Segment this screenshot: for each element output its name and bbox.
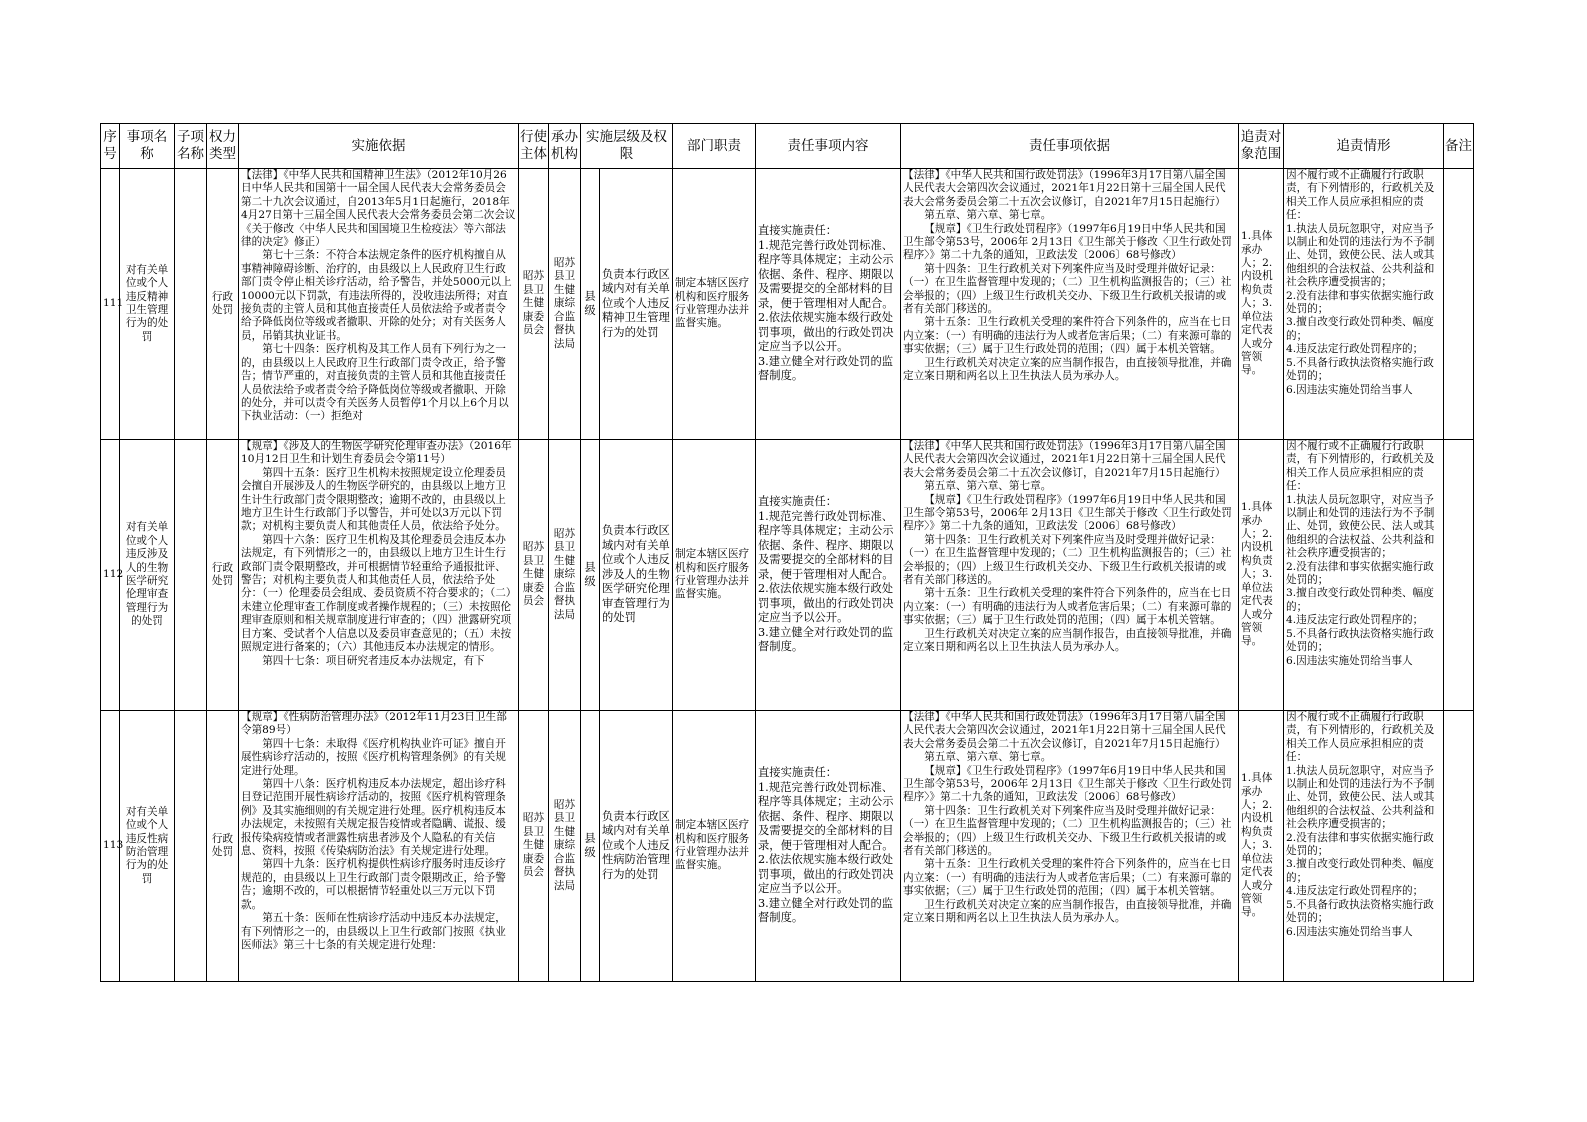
header-type: 权力类型 [207,124,239,169]
table-row [101,169,1474,440]
department-duty: 制定本辖区医疗机构和医疗服务行业管理办法并监督实施。 [675,819,750,872]
implementation-basis-paragraph: 【规章】《性病防治管理办法》（2012年11月23日卫生部令第89号） [241,711,507,737]
power-type: 行政处罚 [211,561,234,587]
level-scope-cell [581,440,673,711]
responsibility-content-line: 1.规范完善行政处罚标准、程序等具体规定；主动公示依据、条件、程序、期限以及需要提交的全部材料的目录，便于管理相对人配合。 [758,509,894,581]
responsibility-content-line: 2.依法依规实施本级行政处罚事项，做出的行政处罚决定应当予以公开。 [758,853,894,896]
responsibility-evidence-paragraph: 【规章】《卫生行政处罚程序》（1997年6月19日中华人民共和国卫生部令第53号，2006年 2月13日《卫生部关于修改〈卫生行政处罚程序〉》第二十九条的通知，卫政法发〔2006〕68号修改） [903,493,1232,533]
executing-subject-cell [519,169,549,440]
executing-subject-cell [519,711,549,982]
power-list-table [100,123,1474,982]
responsibility-evidence-paragraph: 【法律】《中华人民共和国行政处罚法》（1996年3月17日第八届全国人民代表大会第四次会议通过，2021年1月22日第十三届全国人民代表大会常务委员会第二十五次会议修订，自2021年7月15日起施行） [903,711,1226,750]
header-remark: 备注 [1444,124,1474,169]
accountable-scope: 1.具体承办人；2.内设机构负责人；3.单位法定代表人或分管领导。 [1241,501,1273,648]
implementation-basis-paragraph: 第五十条：医师在性病诊疗活动中违反本办法规定，有下列情形之一的，由县级以上卫生行政部门按照《执业医师法》第三十七条的有关规定进行处理： [241,912,506,951]
circumstance-line: 5.不具备行政执法资格实施行政处罚的； [1286,627,1434,654]
header-accountable: 追责对象范围 [1239,124,1284,169]
implementation-scope: 负责本行政区域内对有关单位或个人违反精神卫生管理行为的处罚 [602,267,670,339]
implementation-basis-cell [239,169,519,440]
circumstance-line: 5.不具备行政执法资格实施行政处罚的； [1286,356,1434,383]
header-level: 实施层级及权限 [581,124,673,169]
responsibility-evidence-cell [901,711,1239,982]
row-number-cell [101,711,124,982]
table-body [101,169,1474,982]
row-number-cell [101,440,124,711]
responsibility-evidence-paragraph: 第五章、第六章、第七章。 [924,480,1052,493]
circumstance-line: 1.执法人员玩忽职守，对应当予以制止和处罚的违法行为不予制止、处罚，致使公民、法人或其他组织的合法权益、公共利益和社会秩序遭受损害的； [1286,493,1435,560]
executing-subject: 昭苏县卫生健康委员会 [522,270,545,337]
circumstance-line: 4.违反法定行政处罚程序的； [1286,343,1424,356]
sub-item-name-cell [175,169,207,440]
responsibility-evidence-paragraph: 第十四条：卫生行政机关对下列案件应当及时受理并做好记录：（一）在卫生监督管理中发现的；（二）卫生机构监测报告的；（三）社会举报的；（四）上级卫生行政机关交办、下级卫生行政机关报请的或者有关部门移送的。 [903,533,1232,587]
responsibility-content-cell [756,711,901,982]
item-name: 对有关单位或个人违反性病防治管理行为的处罚 [125,805,169,885]
header-evidence: 责任事项依据 [901,124,1239,169]
row-number: 111 [103,297,124,310]
responsibility-evidence-cell [901,169,1239,440]
row-number: 112 [103,568,124,581]
circumstance-line: 6.因违法实施处罚给当事人 [1286,383,1413,396]
circumstance-line: 5.不具备行政执法资格实施行政处罚的； [1286,898,1434,925]
accountable-scope-cell [1239,711,1284,982]
circumstance-line: 2.没有法律和事实依据实施行政处罚的； [1286,289,1434,316]
responsibility-evidence-paragraph: 卫生行政机关对决定立案的应当制作报告，由直接领导批准，并确定立案日期和两名以上卫生执法人员为承办人。 [903,627,1232,654]
handling-agency: 昭苏县卫生健康综合监督执法局 [553,799,576,892]
implementation-basis-paragraph: 【法律】《中华人民共和国精神卫生法》（2012年10月26日中华人民共和国第十一届全国人民代表大会常务委员会第二十九次会议通过，自2013年5月1日起施行，2018年4月27日第十三届全国人民代表大会常务委员会第二次会议《关于修改〈中华人民共和国国境卫生检疫法〉等六部法律的决定》修正） [241,169,516,249]
implementation-level: 县级 [584,831,596,859]
responsibility-content-line: 直接实施责任： [758,224,838,238]
responsibility-evidence-paragraph: 第五章、第六章、第七章。 [924,751,1052,764]
responsibility-content-cell [756,440,901,711]
responsibility-content-line: 1.规范完善行政处罚标准、程序等具体规定；主动公示依据、条件、程序、期限以及需要提交的全部材料的目录，便于管理相对人配合。 [758,238,894,310]
power-type-cell [207,169,239,440]
circumstance-line: 因不履行或不正确履行行政职责，有下列情形的，行政机关及相关工作人员应承担相应的责任： [1286,440,1435,493]
implementation-level: 县级 [584,560,596,588]
header-agency: 承办机构 [549,124,581,169]
responsibility-content-line: 1.规范完善行政处罚标准、程序等具体规定；主动公示依据、条件、程序、期限以及需要提交的全部材料的目录，便于管理相对人配合。 [758,780,894,852]
implementation-basis-paragraph: 第七十四条：医疗机构及其工作人员有下列行为之一的，由县级以上人民政府卫生行政部门责令改正，给予警告；情节严重的，对直接负责的主管人员和其他直接责任人员依法给予或者责令给予降低岗位等级或者撤职、开除的处分，并可以责令有关医务人员暂停1个月以上6个月以下执业活动：（一）拒绝对 [241,343,509,423]
circumstance-line: 2.没有法律和事实依据实施行政处罚的； [1286,831,1434,858]
responsibility-evidence-paragraph: 【规章】《卫生行政处罚程序》（1997年6月19日中华人民共和国卫生部令第53号，2006年 2月13日《卫生部关于修改〈卫生行政处罚程序〉》第二十九条的通知，卫政法发〔2006〕68号修改） [903,764,1232,804]
accountability-circumstances-cell [1284,440,1444,711]
responsibility-evidence-paragraph: 【法律】《中华人民共和国行政处罚法》（1996年3月17日第八届全国人民代表大会第四次会议通过，2021年1月22日第十三届全国人民代表大会常务委员会第二十五次会议修订，自2021年7月15日起施行） [903,169,1226,208]
responsibility-evidence-paragraph: 卫生行政机关对决定立案的应当制作报告，由直接领导批准，并确定立案日期和两名以上卫生执法人员为承办人。 [903,356,1232,383]
power-type-cell [207,711,239,982]
header-resp-content: 责任事项内容 [756,124,901,169]
sub-item-name-cell [175,711,207,982]
remark-cell [1444,440,1474,711]
executing-subject: 昭苏县卫生健康委员会 [522,812,545,879]
header-no: 序号 [101,124,120,169]
responsibility-content-line: 2.依法依规实施本级行政处罚事项，做出的行政处罚决定应当予以公开。 [758,582,894,625]
circumstance-line: 4.违反法定行政处罚程序的； [1286,885,1424,898]
responsibility-content-line: 直接实施责任： [758,766,838,780]
circumstance-line: 4.违反法定行政处罚程序的； [1286,614,1424,627]
level-scope-cell [581,169,673,440]
accountability-circumstances-cell [1284,169,1444,440]
responsibility-content-line: 直接实施责任： [758,495,838,509]
handling-agency-cell [549,169,581,440]
responsibility-evidence-paragraph: 卫生行政机关对决定立案的应当制作报告，由直接领导批准，并确定立案日期和两名以上卫生执法人员为承办人。 [903,898,1232,925]
power-type-cell [207,440,239,711]
executing-subject-cell [519,440,549,711]
responsibility-evidence-paragraph: 第十五条：卫生行政机关受理的案件符合下列条件的，应当在七日内立案：（一）有明确的违法行为人或者危害后果；（二）有来源可靠的事实依据；（三）属于卫生行政处罚的范围；（四）属于本机关管辖。 [903,587,1232,627]
implementation-basis-paragraph: 第四十九条：医疗机构提供性病诊疗服务时违反诊疗规范的，由县级以上卫生行政部门责令限期改正，给予警告；逾期不改的，可以根据情节轻重处以三万元以下罚款。 [241,858,506,911]
handling-agency: 昭苏县卫生健康综合监督执法局 [553,528,576,621]
accountable-scope-cell [1239,440,1284,711]
implementation-basis-paragraph: 第四十七条：项目研究者违反本办法规定，有下 [262,654,485,667]
accountable-scope: 1.具体承办人；2.内设机构负责人；3.单位法定代表人或分管领导。 [1241,230,1273,377]
table-row [101,440,1474,711]
implementation-level: 县级 [584,289,596,317]
responsibility-evidence-paragraph: 第十四条：卫生行政机关对下列案件应当及时受理并做好记录：（一）在卫生监督管理中发现的；（二）卫生机构监测报告的；（三）社会举报的；（四）上级卫生行政机关交办、下级卫生行政机关报请的或者有关部门移送的。 [903,804,1232,858]
implementation-basis-paragraph: 第四十七条：未取得《医疗机构执业许可证》擅自开展性病诊疗活动的，按照《医疗机构管理条例》的有关规定进行处理。 [241,737,506,777]
power-type: 行政处罚 [211,290,234,316]
implementation-basis-paragraph: 第四十六条：医疗卫生机构及其伦理委员会违反本办法规定，有下列情形之一的，由县级以上地方卫生计生行政部门责令限期整改，并可根据情节轻重给予通报批评、警告；对机构主要负责人和其他责任人员，依法给予处分：（一）伦理委员会组成、委员资质不符合要求的；（二）未建立伦理审查工作制度或者操作规程的；（三）未按照伦理审查原则和相关规章制度进行审查的；（四）泄露研究项目方案、受试者个人信息以及委员审查意见的；（五）未按照规定进行备案的；（六）其他违反本办法规定的情形。 [241,533,512,654]
circumstance-line: 3.擅自改变行政处罚种类、幅度的； [1286,316,1434,342]
circumstance-line: 6.因违法实施处罚给当事人 [1286,925,1413,938]
remark-cell [1444,169,1474,440]
responsibility-content-line: 3.建立健全对行政处罚的监督制度。 [758,354,894,383]
circumstance-line: 3.擅自改变行政处罚种类、幅度的； [1286,858,1434,884]
power-type: 行政处罚 [211,832,234,858]
responsibility-evidence-paragraph: 第十五条：卫生行政机关受理的案件符合下列条件的，应当在七日内立案：（一）有明确的违法行为人或者危害后果；（二）有来源可靠的事实依据；（三）属于卫生行政处罚的范围；（四）属于本机关管辖。 [903,316,1232,356]
header-sub: 子项名称 [175,124,207,169]
accountable-scope: 1.具体承办人；2.内设机构负责人；3.单位法定代表人或分管领导。 [1241,772,1273,919]
department-duty-cell [673,169,756,440]
department-duty: 制定本辖区医疗机构和医疗服务行业管理办法并监督实施。 [675,548,750,601]
item-name: 对有关单位或个人违反精神卫生管理行为的处罚 [125,263,169,343]
implementation-basis-cell [239,711,519,982]
row-number-cell [101,169,124,440]
department-duty-cell [673,711,756,982]
circumstance-line: 1.执法人员玩忽职守，对应当予以制止和处罚的违法行为不予制止、处罚，致使公民、法人或其他组织的合法权益、公共利益和社会秩序遭受损害的； [1286,764,1435,831]
header-subject: 行使主体 [519,124,549,169]
item-name-cell [120,169,175,440]
table-row [101,711,1474,982]
row-number: 113 [103,839,124,852]
responsibility-content-line: 3.建立健全对行政处罚的监督制度。 [758,625,894,654]
sub-item-name-cell [175,440,207,711]
header-row [101,124,1474,169]
responsibility-evidence-paragraph: 第十四条：卫生行政机关对下列案件应当及时受理并做好记录：（一）在卫生监督管理中发现的；（二）卫生机构监测报告的；（三）社会举报的；（四）上级卫生行政机关交办、下级卫生行政机关报请的或者有关部门移送的。 [903,262,1232,316]
header-circumstances: 追责情形 [1284,124,1444,169]
circumstance-line: 2.没有法律和事实依据实施行政处罚的； [1286,560,1434,587]
responsibility-content-line: 2.依法依规实施本级行政处罚事项，做出的行政处罚决定应当予以公开。 [758,311,894,354]
header-basis: 实施依据 [239,124,519,169]
implementation-scope: 负责本行政区域内对有关单位或个人违反涉及人的生物医学研究伦理审查管理行为的处罚 [602,524,670,625]
item-name: 对有关单位或个人违反涉及人的生物医学研究伦理审查管理行为的处罚 [125,521,169,628]
implementation-basis-paragraph: 第七十三条：不符合本法规定条件的医疗机构擅自从事精神障碍诊断、治疗的，由县级以上人民政府卫生行政部门责令停止相关诊疗活动，给予警告，并处5000元以上10000元以下罚款，有违法所得的，没收违法所得；对直接负责的主管人员和其他直接责任人员依法给予或者责令给予降低岗位等级或者撤职、开除的处分；对有关医务人员，吊销其执业证书。 [241,249,512,342]
circumstance-line: 因不履行或不正确履行行政职责，有下列情形的，行政机关及相关工作人员应承担相应的责任： [1286,711,1435,764]
responsibility-content-cell [756,169,901,440]
implementation-basis-paragraph: 第四十五条：医疗卫生机构未按照规定设立伦理委员会擅自开展涉及人的生物医学研究的，由县级以上地方卫生计生行政部门责令限期整改；逾期不改的，由县级以上地方卫生计生行政部门予以警告，并可处以3万元以下罚款；对机构主要负责人和其他责任人员，依法给予处分。 [241,466,506,533]
implementation-scope: 负责本行政区域内对有关单位或个人违反性病防治管理行为的处罚 [602,809,670,881]
department-duty: 制定本辖区医疗机构和医疗服务行业管理办法并监督实施。 [675,277,750,330]
responsibility-evidence-paragraph: 第十五条：卫生行政机关受理的案件符合下列条件的，应当在七日内立案：（一）有明确的违法行为人或者危害后果；（二）有来源可靠的事实依据；（三）属于卫生行政处罚的范围；（四）属于本机关管辖。 [903,858,1232,898]
responsibility-content-line: 3.建立健全对行政处罚的监督制度。 [758,896,894,925]
header-name: 事项名称 [120,124,175,169]
responsibility-evidence-paragraph: 【法律】《中华人民共和国行政处罚法》（1996年3月17日第八届全国人民代表大会第四次会议通过，2021年1月22日第十三届全国人民代表大会常务委员会第二十五次会议修订，自2021年7月15日起施行） [903,440,1226,479]
executing-subject: 昭苏县卫生健康委员会 [522,541,545,608]
circumstance-line: 1.执法人员玩忽职守，对应当予以制止和处罚的违法行为不予制止、处罚，致使公民、法人或其他组织的合法权益、公共利益和社会秩序遭受损害的； [1286,222,1435,289]
item-name-cell [120,711,175,982]
item-name-cell [120,440,175,711]
level-scope-cell [581,711,673,982]
implementation-basis-paragraph: 【规章】《涉及人的生物医学研究伦理审查办法》（2016年10月12日卫生和计划生育委员会令第11号） [241,440,512,466]
circumstance-line: 因不履行或不正确履行行政职责，有下列情形的，行政机关及相关工作人员应承担相应的责任： [1286,169,1435,222]
accountable-scope-cell [1239,169,1284,440]
circumstance-line: 6.因违法实施处罚给当事人 [1286,654,1413,667]
header-duty: 部门职责 [673,124,756,169]
circumstance-line: 3.擅自改变行政处罚种类、幅度的； [1286,587,1434,613]
department-duty-cell [673,440,756,711]
responsibility-evidence-cell [901,440,1239,711]
remark-cell [1444,711,1474,982]
responsibility-evidence-paragraph: 第五章、第六章、第七章。 [924,209,1052,222]
handling-agency-cell [549,711,581,982]
handling-agency: 昭苏县卫生健康综合监督执法局 [553,257,576,350]
responsibility-evidence-paragraph: 【规章】《卫生行政处罚程序》（1997年6月19日中华人民共和国卫生部令第53号，2006年 2月13日《卫生部关于修改〈卫生行政处罚程序〉》第二十九条的通知，卫政法发〔2006〕68号修改） [903,222,1232,262]
handling-agency-cell [549,440,581,711]
implementation-basis-cell [239,440,519,711]
implementation-basis-paragraph: 第四十八条：医疗机构违反本办法规定，超出诊疗科目登记范围开展性病诊疗活动的，按照《医疗机构管理条例》及其实施细则的有关规定进行处理。医疗机构违反本办法规定，未按照有关规定报告疫情或者隐瞒、谎报、缓报传染病疫情或者泄露性病患者涉及个人隐私的有关信息、资料，按照《传染病防治法》有关规定进行处理。 [241,778,506,858]
accountability-circumstances-cell [1284,711,1444,982]
